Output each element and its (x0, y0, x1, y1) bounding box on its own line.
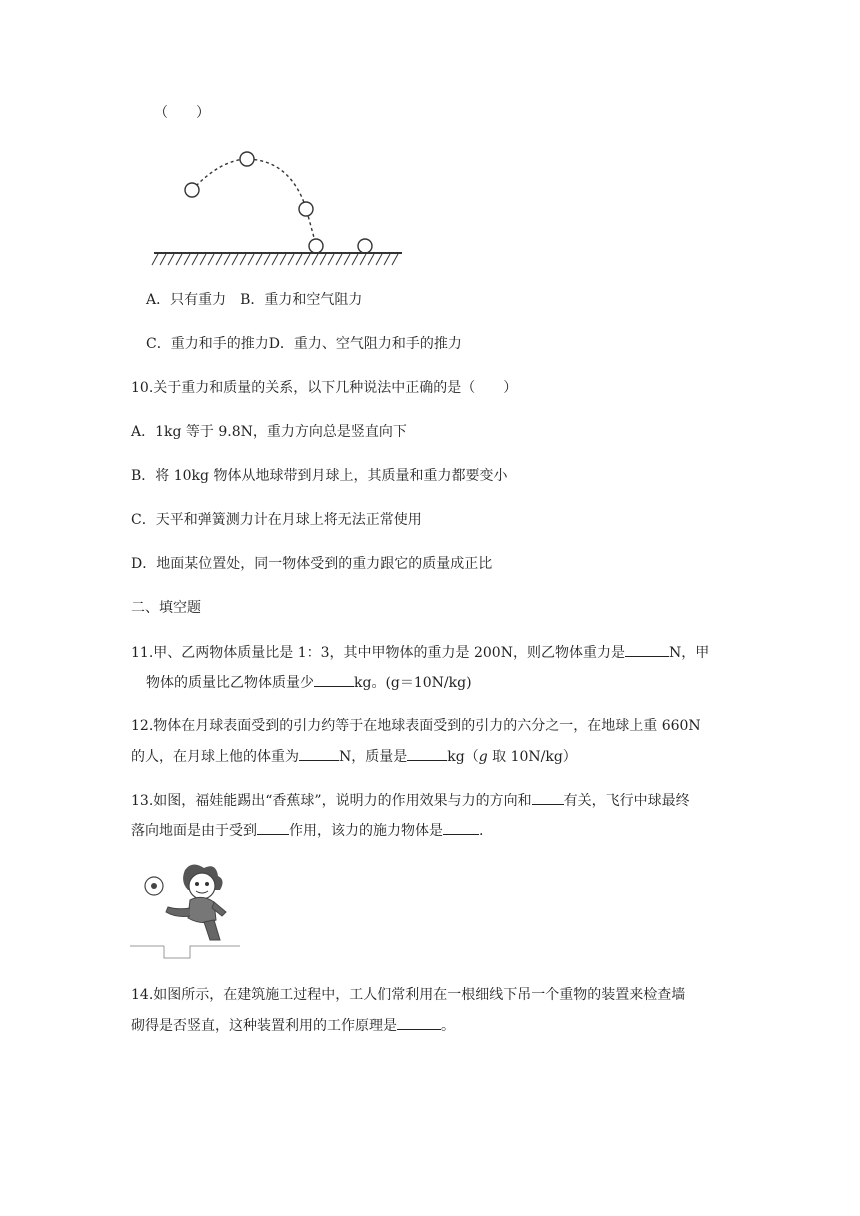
ball-trajectory-figure (150, 150, 410, 270)
q13-blank-1[interactable] (532, 790, 564, 805)
ground-hatch (152, 254, 398, 265)
q10-option-d: D．地面某位置处，同一物体受到的重力跟它的质量成正比 (131, 556, 493, 572)
q11-text-1b: N，甲 (668, 645, 710, 661)
ball-1 (185, 183, 199, 197)
q12-text-2c: kg（ (447, 749, 479, 765)
ball-5 (358, 239, 372, 253)
q13-text-2c: . (479, 823, 484, 839)
q14-blank-1[interactable] (397, 1015, 441, 1030)
q12-text-2b: N，质量是 (339, 749, 408, 765)
q10-stem: 10.关于重力和质量的关系，以下几种说法中正确的是（ ） (131, 380, 518, 396)
q9-options-ab: A．只有重力 B．重力和空气阻力 (146, 292, 363, 308)
q12-blank-2[interactable] (407, 746, 447, 761)
q11-line-1 (131, 642, 709, 663)
q13-blank-2[interactable] (257, 820, 289, 835)
q14-line-1: 14.如图所示，在建筑施工过程中，工人们常利用在一根细线下吊一个重物的装置来检查墙 (131, 987, 686, 1003)
q11-text-2a: 物体的质量比乙物体质量少 (146, 675, 314, 691)
q14-line-2 (131, 1015, 455, 1036)
q13-text-2b: 作用，该力的施力物体是 (289, 823, 443, 839)
q14-text-2a: 砌得是否竖直，这种装置利用的工作原理是 (131, 1018, 397, 1034)
q12-text-2d: 取 10N/kg） (487, 749, 577, 765)
q10-option-b: B．将 10kg 物体从地球带到月球上，其质量和重力都要变小 (131, 468, 508, 484)
q11-blank-2[interactable] (314, 672, 354, 687)
q11-blank-1[interactable] (625, 642, 669, 657)
face (189, 873, 215, 899)
q10-option-c: C．天平和弹簧测力计在月球上将无法正常使用 (131, 512, 422, 528)
section-heading-fill-blank: 二、填空题 (131, 600, 201, 616)
q13-text-1b: 有关，飞行中球最终 (563, 793, 690, 809)
ball-3 (299, 202, 313, 216)
q12-line-1: 12.物体在月球表面受到的引力约等于在地球表面受到的引力的六分之一，在地球上重 660N (131, 718, 701, 734)
q9-options-cd: C．重力和手的推力D．重力、空气阻力和手的推力 (146, 336, 462, 352)
q12-g-symbol: g (478, 749, 488, 765)
q14-text-2b: 。 (441, 1018, 455, 1034)
q12-blank-1[interactable] (299, 746, 339, 761)
q9-paren: （ ） (154, 105, 210, 121)
fuwa-kicking-ball-figure (130, 862, 250, 962)
ball-4 (309, 239, 323, 253)
q11-line-2 (146, 672, 472, 693)
ball-2 (240, 152, 254, 166)
q13-line-2 (131, 820, 483, 841)
q13-line-1 (131, 790, 690, 811)
q11-text-1a: 11.甲、乙两物体质量比是 1：3，其中甲物体的重力是 200N，则乙物体重力是 (131, 645, 625, 661)
q13-blank-3[interactable] (443, 820, 479, 835)
q13-text-1a: 13.如图，福娃能踢出“香蕉球”，说明力的作用效果与力的方向和 (131, 793, 532, 809)
q12-text-2a: 的人，在月球上他的体重为 (131, 749, 299, 765)
q13-text-2a: 落向地面是由于受到 (131, 823, 257, 839)
q10-option-a: A．1kg 等于 9.8N，重力方向总是竖直向下 (131, 424, 407, 440)
ground-step (164, 946, 240, 958)
q12-line-2 (131, 746, 577, 767)
q11-text-2b: kg。(g＝10N/kg) (354, 675, 472, 691)
